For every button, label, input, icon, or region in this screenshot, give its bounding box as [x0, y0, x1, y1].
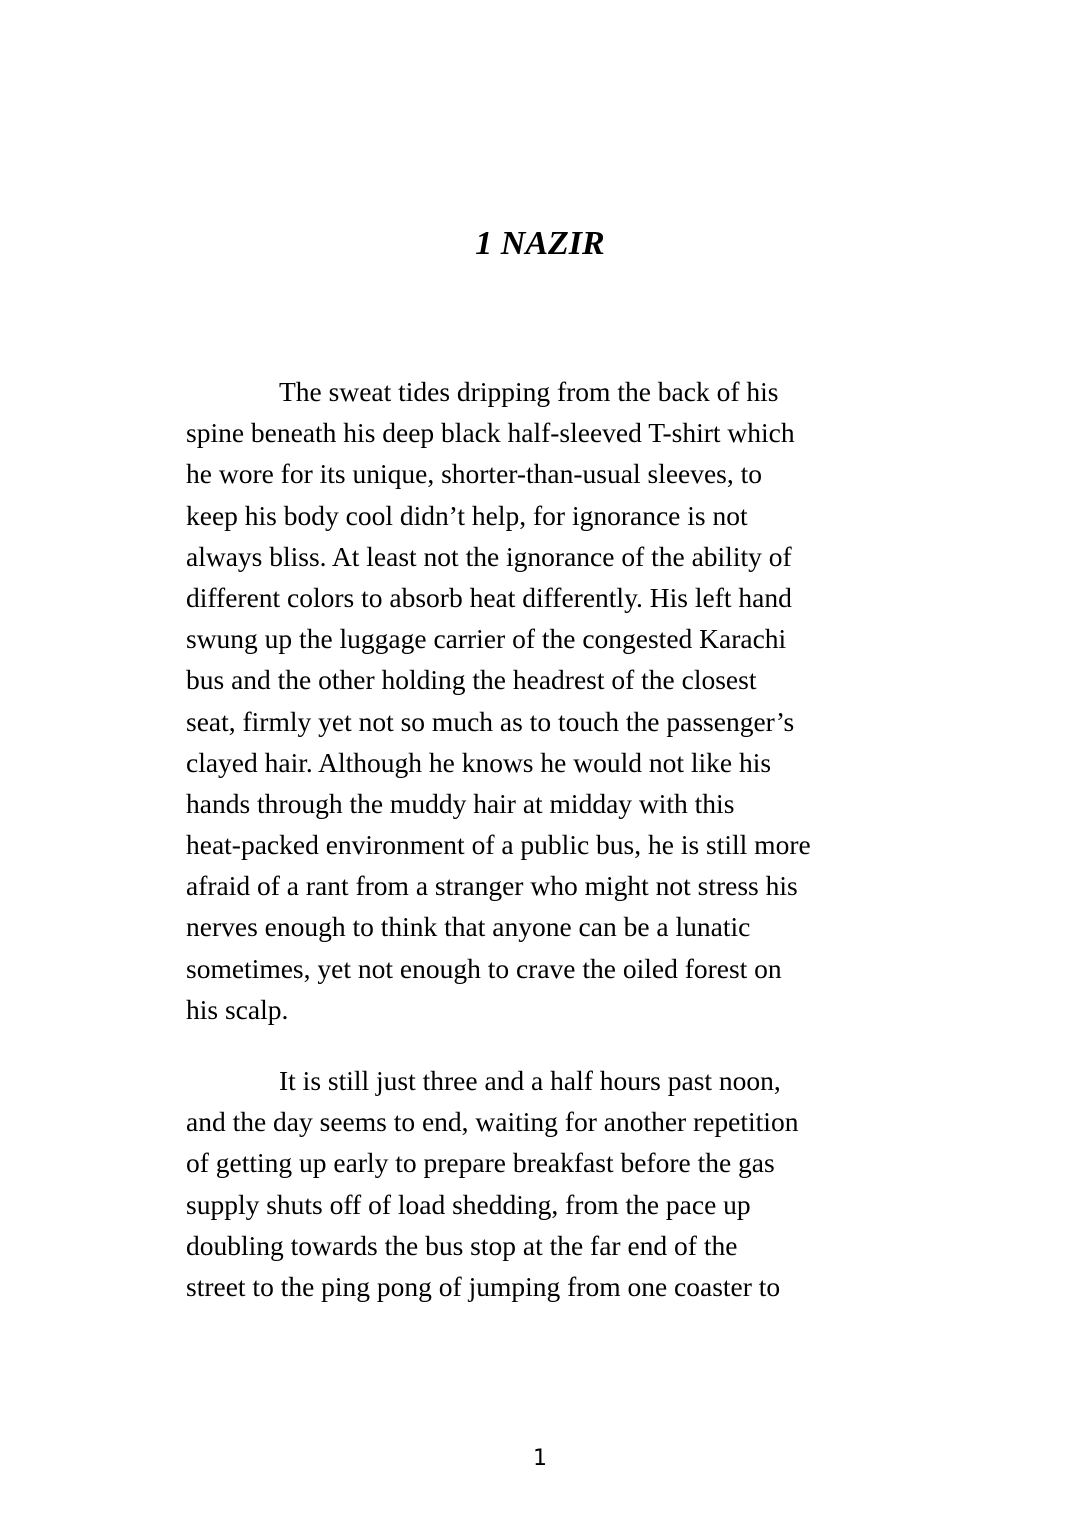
text-line: clayed hair. Although he knows he would not like his	[186, 746, 772, 778]
text-line: always bliss. At least not the ignorance of the ability of	[186, 540, 792, 572]
paragraph-1	[186, 371, 906, 1030]
page-number: 1	[533, 1446, 547, 1471]
text-line: The sweat tides dripping from the back of his	[279, 376, 779, 407]
text-line: of getting up early to prepare breakfast before the gas	[186, 1147, 775, 1179]
text-line: heat-packed environment of a public bus, he is still more	[186, 829, 811, 861]
text-line: It is still just three and a half hours past noon,	[279, 1065, 781, 1096]
text-line: his scalp.	[186, 993, 289, 1025]
paragraph-spacing	[186, 1030, 906, 1060]
text-line: supply shuts off of load shedding, from the pace up	[186, 1188, 751, 1220]
text-line: and the day seems to end, waiting for another repetition	[186, 1106, 799, 1138]
text-line: hands through the muddy hair at midday with this	[186, 787, 735, 819]
text-line: sometimes, yet not enough to crave the oiled forest on	[186, 952, 782, 984]
text-line: afraid of a rant from a stranger who might not stress his	[186, 870, 798, 902]
paragraph-2	[186, 1060, 906, 1307]
chapter-title: 1 NAZIR	[475, 225, 605, 262]
text-line: he wore for its unique, shorter-than-usual sleeves, to	[186, 458, 763, 490]
text-line: nerves enough to think that anyone can be a lunatic	[186, 911, 751, 943]
text-line: doubling towards the bus stop at the far end of the	[186, 1229, 738, 1261]
text-line: seat, firmly yet not so much as to touch the passenger’s	[186, 705, 795, 737]
text-line: bus and the other holding the headrest of the closest	[186, 664, 757, 696]
text-line: spine beneath his deep black half-sleeved T-shirt which	[186, 417, 795, 449]
text-line: different colors to absorb heat differently. His left hand	[186, 581, 792, 613]
text-line: keep his body cool didn’t help, for ignorance is not	[186, 499, 748, 531]
body-text	[186, 371, 906, 1307]
text-line: swung up the luggage carrier of the congested Karachi	[186, 623, 787, 655]
text-line: street to the ping pong of jumping from one coaster to	[186, 1270, 781, 1302]
